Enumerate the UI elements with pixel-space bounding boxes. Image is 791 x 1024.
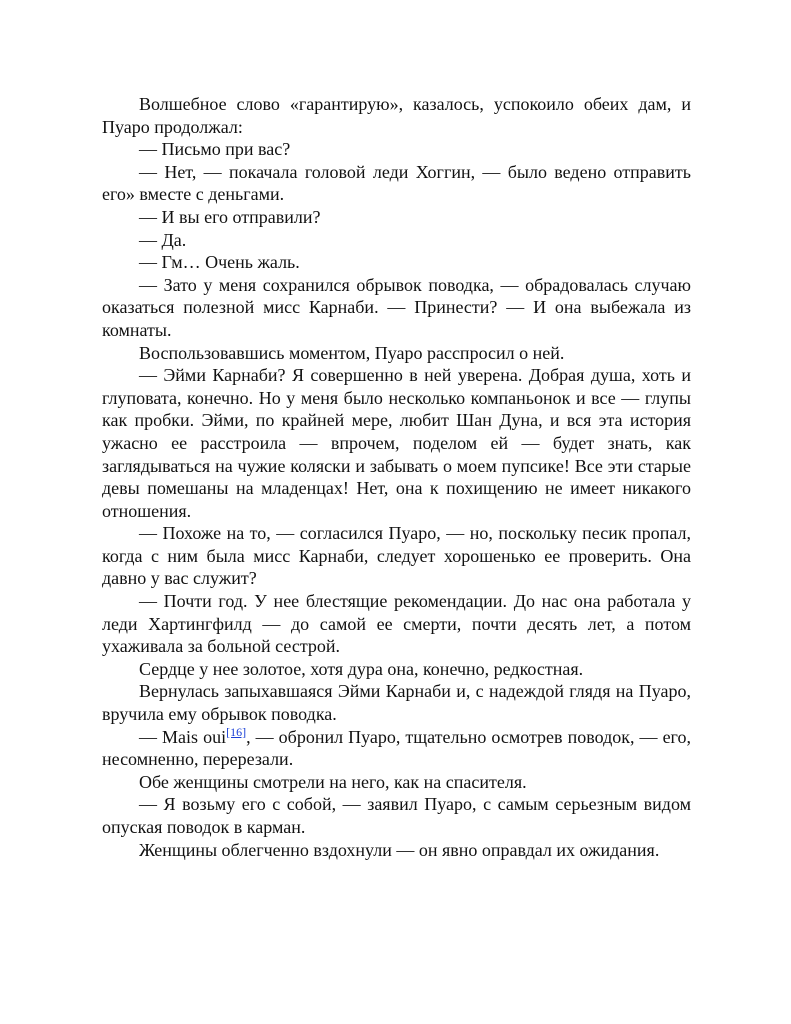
paragraph: Обе женщины смотрели на него, как на спасителя. [139, 771, 527, 792]
paragraph: — Похоже на то, — согласился Пуаро, — но, поскольку песик пропал, когда с ним была мисс Карнаби, следует хорошенько ее проверить. Она давно у вас служит? [102, 523, 691, 589]
footnote-para-after: , — обронил Пуаро, тщательно осмотрев поводок, — его, несомненно, перерезали. [102, 726, 691, 770]
paragraph: Женщины облегченно вздохнули — он явно оправдал их ожидания. [139, 839, 660, 860]
paragraph: — Нет, — покачала головой леди Хоггин, — было ведено отправить его» вместе с деньгами. [102, 161, 691, 205]
book-page [102, 93, 691, 861]
paragraph: — Почти год. У нее блестящие рекомендации. До нас она работала у леди Хартингфилд — до самой ее смерти, почти десять лет, а потом ухаживала за больной сестрой. [102, 591, 691, 657]
footnote-para-before: — Mais oui [139, 726, 227, 747]
paragraph-with-footnote [102, 726, 691, 771]
paragraph: Вернулась запыхавшаяся Эйми Карнаби и, с надеждой глядя на Пуаро, вручила ему обрывок поводка. [102, 681, 691, 725]
paragraph: — Я возьму его с собой, — заявил Пуаро, с самым серьезным видом опуская поводок в карман. [102, 794, 691, 837]
paragraph: — Гм… Очень жаль. [139, 252, 300, 273]
paragraph: Воспользовавшись моментом, Пуаро расспросил о ней. [139, 342, 565, 363]
paragraph: — Да. [139, 229, 187, 250]
paragraph: — Эйми Карнаби? Я совершенно в ней уверена. Добрая душа, хоть и глуповата, конечно. Но у меня было несколько компаньонок и все — глупы как пробки. Эйми, по крайней мере, любит Шан Дуна, и вся эта история ужасно ее расстроила — впрочем, поделом ей — будет знать, как заглядываться на чужие коляски и забывать о моем пупсике! Все эти старые девы помешаны на младенцах! Нет, она к похищению не имеет никакого отношения. [102, 365, 691, 521]
paragraph: — Зато у меня сохранился обрывок поводка, — обрадовалась случаю оказаться полезной мисс Карнаби. — Принести? — И она выбежала из комнаты. [102, 274, 691, 340]
paragraph: Волшебное слово «гарантирую», казалось, успокоило обеих дам, и Пуаро продолжал: [102, 94, 691, 137]
footnote-link[interactable]: [16] [226, 724, 247, 739]
paragraph: Сердце у нее золотое, хотя дура она, конечно, редкостная. [139, 658, 584, 679]
paragraph: — Письмо при вас? [139, 139, 291, 160]
paragraph: — И вы его отправили? [139, 206, 321, 227]
